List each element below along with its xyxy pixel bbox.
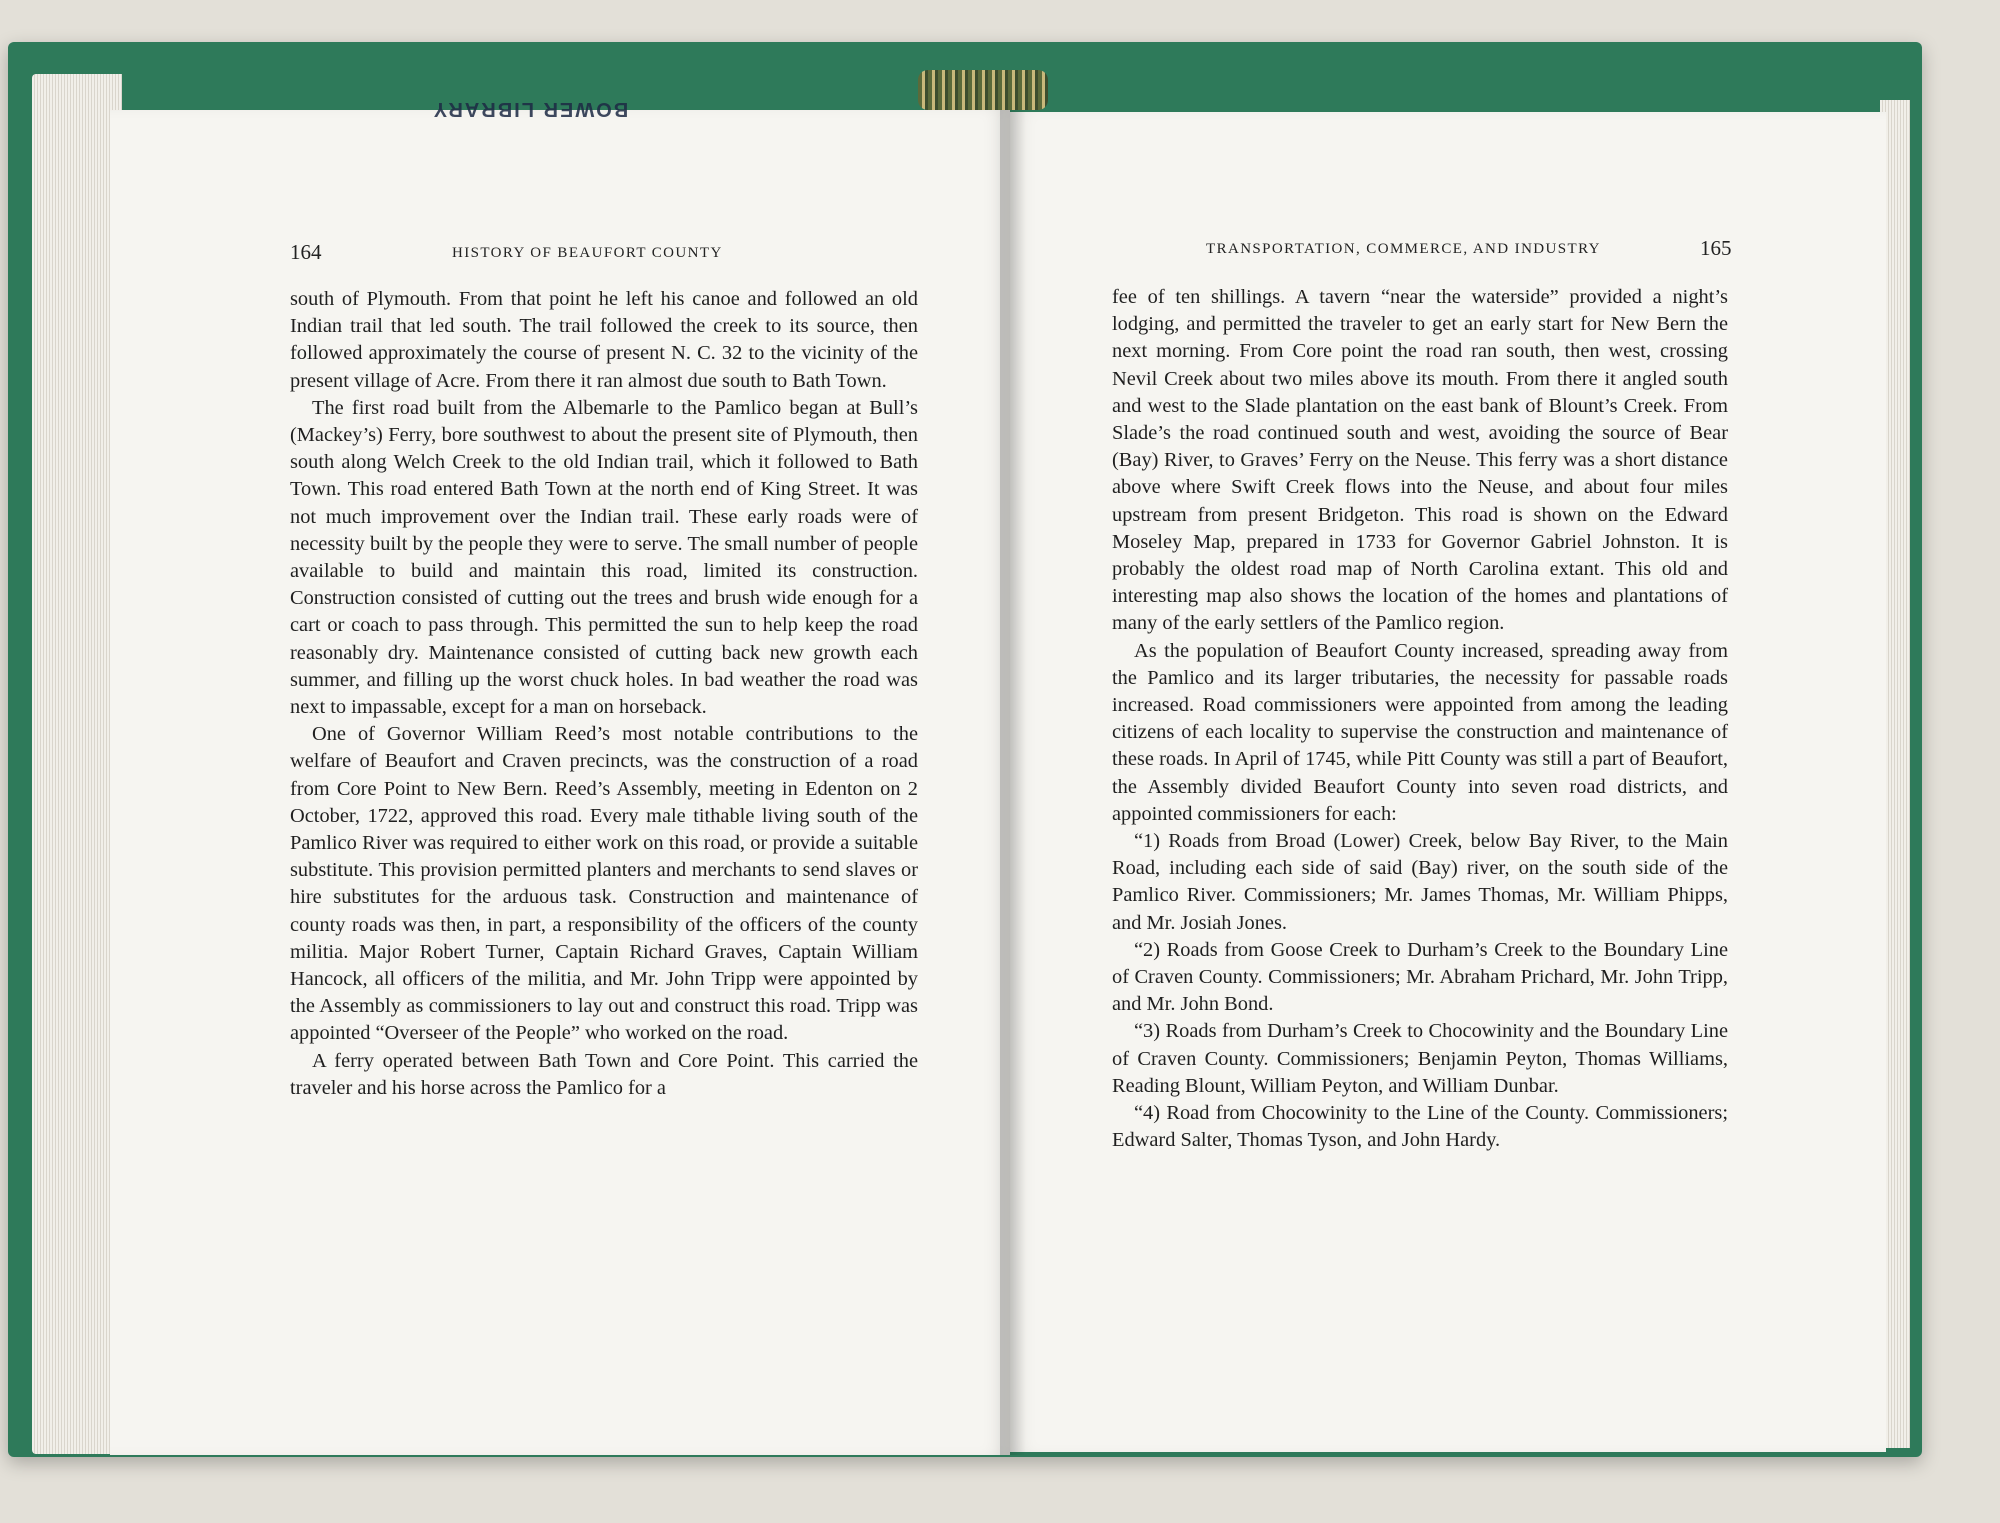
paragraph: One of Governor William Reed’s most notable contributions to the welfare of Beaufort and Craven precincts, was the construction of a road from Core Point to New Bern. Reed’s Assembly, meeting in Edenton on 2 October, 1722, approved this road. Every male tithable living south of the Pamlico River was required to either work on this road, or provide a suitable substitute. This provision permitted planters and merchants to send slaves or hire substitutes for the arduous task. Construction and maintenance of county roads was then, in part, a responsibility of the officers of the county militia. Major Robert Turner, Captain Richard Graves, Captain William Hancock, all officers of the militia, and Mr. John Tripp were appointed by the Assembly as commissioners to lay out and construct this road. Tripp was appointed “Overseer of the People” who worked on the road. bbox=[290, 723, 918, 1045]
gutter-shadow bbox=[1000, 110, 1026, 1455]
paragraph: “3) Roads from Durham’s Creek to Chocowinity and the Boundary Line of Craven County. Commissioners; Benjamin Peyton, Thomas Williams, Reading Blount, William Peyton, and William Dunbar. bbox=[1112, 1020, 1728, 1097]
right-page-body bbox=[1112, 284, 1728, 1155]
paragraph: As the population of Beaufort County increased, spreading away from the Pamlico and its larger tributaries, the necessity for passable roads increased. Road commissioners were appointed from among the leading citizens of each locality to supervise the construction and maintenance of these roads. In April of 1745, while Pitt County was still a part of Beaufort, the Assembly divided Beaufort County into seven road districts, and appointed commissioners for each: bbox=[1112, 639, 1728, 825]
paragraph: A ferry operated between Bath Town and Core Point. This carried the traveler and his horse across the Pamlico for a bbox=[290, 1049, 918, 1099]
paragraph: The first road built from the Albemarle to the Pamlico began at Bull’s (Mackey’s) Ferry, bore southwest to about the present site of Plymouth, then south along Welch Creek to the old Indian trail, which it followed to Bath Town. This road entered Bath Town at the north end of King Street. It was not much improvement over the Indian trail. These early roads were of necessity built by the people they were to serve. The small number of people available to build and maintain this road, limited its construction. Construction consisted of cutting out the trees and brush wide enough for a cart or coach to pass through. This permitted the sun to help keep the road reasonably dry. Maintenance consisted of cutting back new growth each summer, and filling up the worst chuck holes. In bad weather the road was next to impassable, except for a man on horseback. bbox=[290, 396, 918, 719]
spine-headband bbox=[918, 70, 1048, 110]
right-page-number: 165 bbox=[1700, 236, 1732, 260]
paragraph: fee of ten shillings. A tavern “near the waterside” provided a night’s lodging, and permitted the traveler to get an early start for New Bern the next morning. From Core point the road ran south, then west, crossing Nevil Creek about two miles above its mouth. From there it angled south and west to the Slade plantation on the east bank of Blount’s Creek. From Slade’s the road continued south and west, avoiding the source of Bear (Bay) River, to Graves’ Ferry on the Neuse. This ferry was a short distance above where Swift Creek flows into the Neuse, and about four miles upstream from present Bridgeton. This road is shown on the Edward Moseley Map, prepared in 1733 for Governor Gabriel Johnston. It is probably the oldest road map of North Carolina extant. This old and interesting map also shows the location of the homes and plantations of many of the early settlers of the Pamlico region. bbox=[1112, 286, 1728, 635]
right-running-head: TRANSPORTATION, COMMERCE, AND INDUSTRY bbox=[1206, 241, 1601, 257]
paragraph: “1) Roads from Broad (Lower) Creek, below Bay River, to the Main Road, including each side of said (Bay) river, on the south side of the Pamlico River. Commissioners; Mr. James Thomas, Mr. William Phipps, and Mr. Josiah Jones. bbox=[1112, 830, 1728, 934]
page-edges-left bbox=[32, 74, 122, 1454]
left-page-body bbox=[290, 286, 918, 1102]
library-stamp: BOWER LIBRARY bbox=[431, 98, 629, 120]
paragraph: “4) Road from Chocowinity to the Line of the County. Commissioners; Edward Salter, Thomas Tyson, and John Hardy. bbox=[1112, 1102, 1728, 1152]
paragraph: “2) Roads from Goose Creek to Durham’s Creek to the Boundary Line of Craven County. Commissioners; Mr. Abraham Prichard, Mr. John Tripp, and Mr. John Bond. bbox=[1112, 938, 1728, 1016]
left-page-number: 164 bbox=[290, 240, 322, 264]
paragraph: south of Plymouth. From that point he left his canoe and followed an old Indian trail that led south. The trail followed the creek to its source, then followed approximately the course of present N. C. 32 to the vicinity of the present village of Acre. From there it ran almost due south to Bath Town. bbox=[290, 288, 918, 392]
left-running-head: HISTORY OF BEAUFORT COUNTY bbox=[452, 245, 723, 261]
